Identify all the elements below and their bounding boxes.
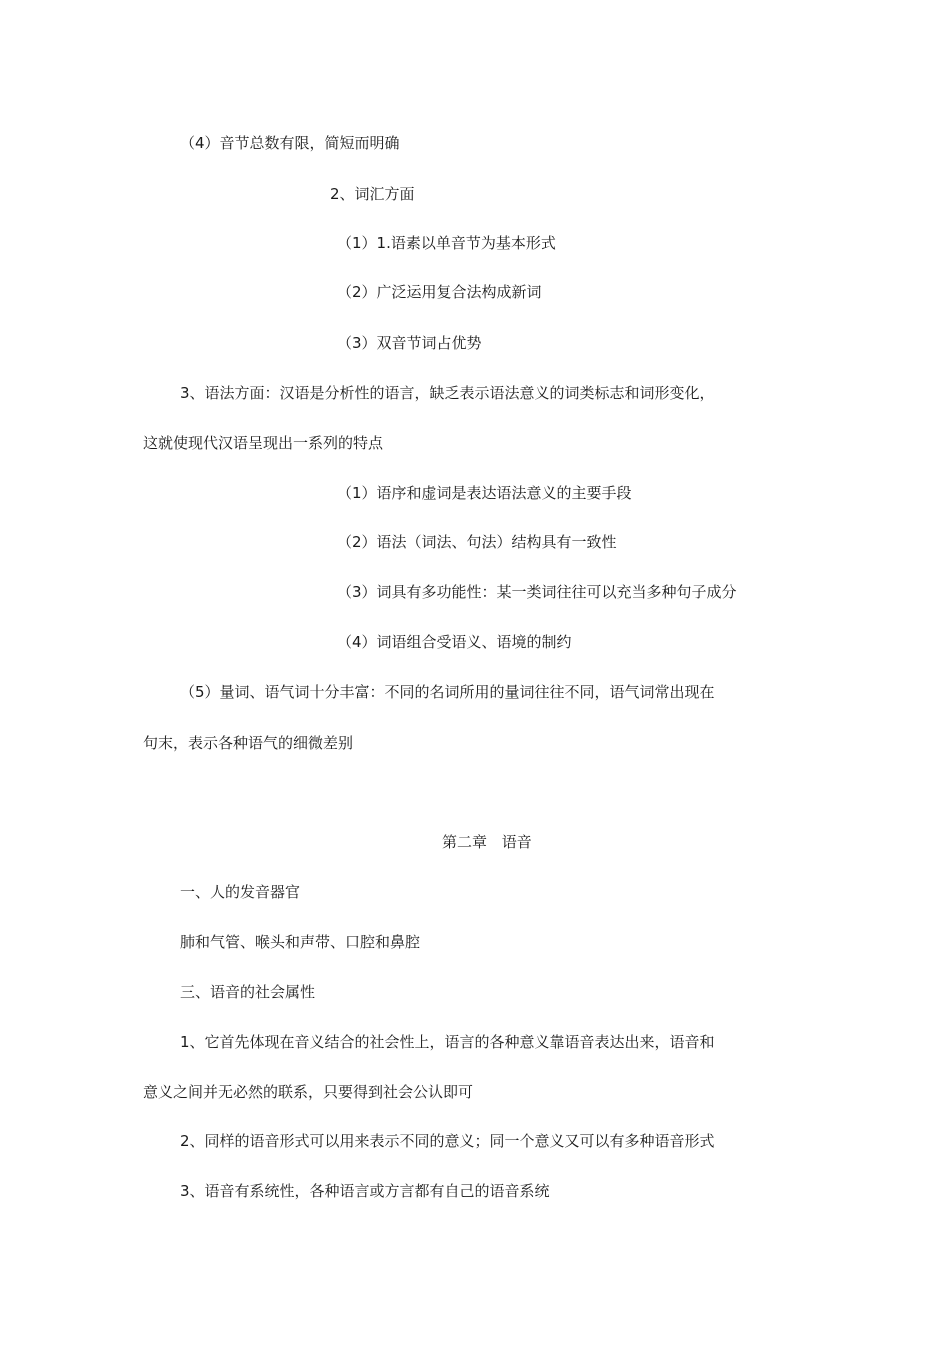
item-word-order: （1）语序和虚词是表达语法意义的主要手段 xyxy=(337,484,632,502)
item-classifiers: （5）量词、语气词十分丰富：不同的名词所用的量词往往不同，语气词常出现在 xyxy=(180,683,715,701)
section-social-attributes: 三、语音的社会属性 xyxy=(180,983,316,1001)
item-disyllabic-words: （3）双音节词占优势 xyxy=(337,334,482,352)
chapter-title: 第二章 语音 xyxy=(442,833,532,851)
social-point-3: 3、语音有系统性，各种语言或方言都有自己的语音系统 xyxy=(180,1182,550,1200)
item-structure-consistency: （2）语法（词法、句法）结构具有一致性 xyxy=(337,533,617,551)
social-point-2: 2、同样的语音形式可以用来表示不同的意义；同一个意义又可以有多种语音形式 xyxy=(180,1132,715,1150)
grammar-continuation: 这就使现代汉语呈现出一系列的特点 xyxy=(143,434,384,452)
classifiers-continuation: 句末，表示各种语气的细微差别 xyxy=(143,734,354,752)
item-monosyllabic-morpheme: （1）1.语素以单音节为基本形式 xyxy=(337,234,556,252)
item-syllable-count: （4）音节总数有限，简短而明确 xyxy=(180,134,400,152)
item-compound-words: （2）广泛运用复合法构成新词 xyxy=(337,283,542,301)
organs-list: 肺和气管、喉头和声带、口腔和鼻腔 xyxy=(180,933,421,951)
social-point-1: 1、它首先体现在音义结合的社会性上，语言的各种意义靠语音表达出来，语音和 xyxy=(180,1033,715,1051)
heading-vocabulary: 2、词汇方面 xyxy=(330,185,415,203)
heading-grammar: 3、语法方面：汉语是分析性的语言，缺乏表示语法意义的词类标志和词形变化， xyxy=(180,384,715,402)
social-point-1-continuation: 意义之间并无必然的联系，只要得到社会公认即可 xyxy=(143,1083,474,1101)
item-multifunction: （3）词具有多功能性：某一类词往往可以充当多种句子成分 xyxy=(337,583,737,601)
item-combination-constraints: （4）词语组合受语义、语境的制约 xyxy=(337,633,572,651)
section-organs: 一、人的发音器官 xyxy=(180,883,301,901)
